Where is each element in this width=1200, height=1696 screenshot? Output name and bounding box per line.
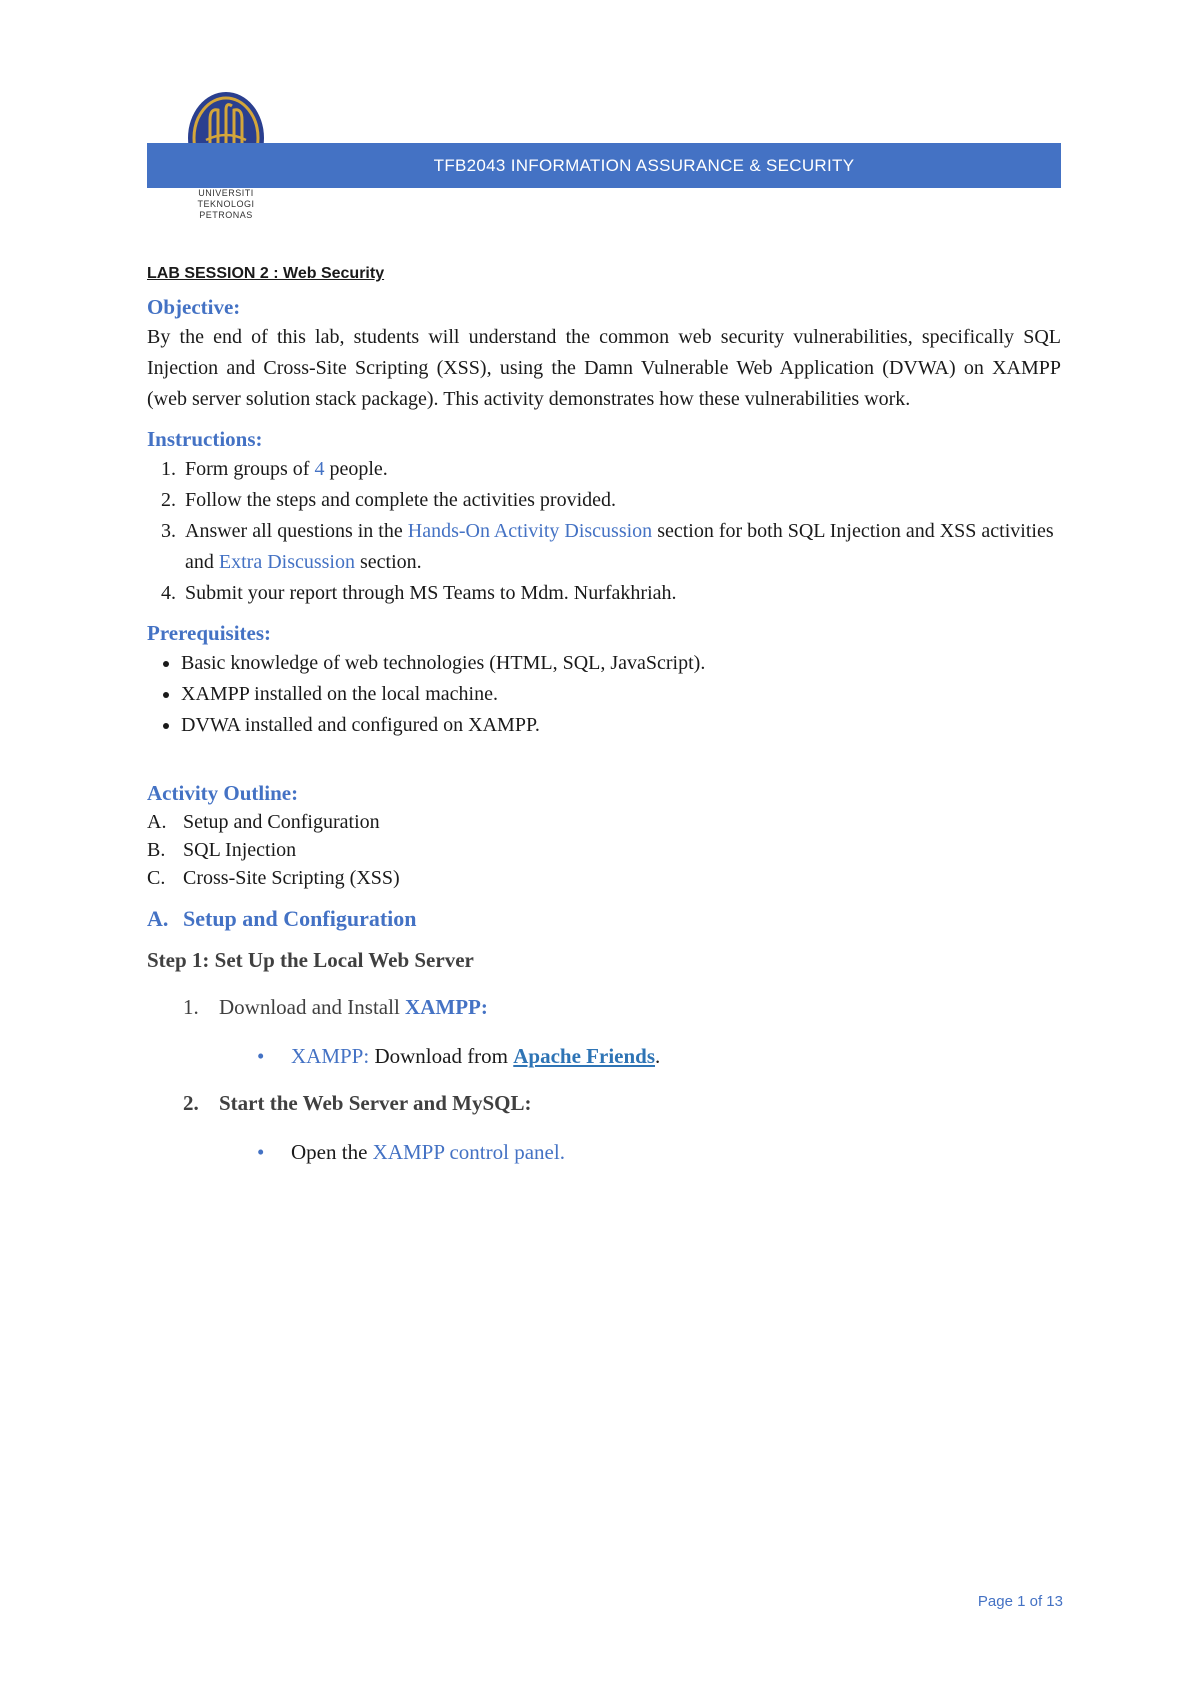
- instruction-item: 1. Form groups of 4 people.: [181, 454, 1061, 485]
- course-header-bar: [147, 143, 1061, 188]
- objective-text: By the end of this lab, students will understand the common web security vulnerabilities, specifically SQL Injection and Cross-Site Scripting (XSS), using the Damn Vulnerable Web Application (DVWA) on XAMPP (web server solution stack package). This activity demonstrates how these vulnerabilities work.: [147, 326, 1061, 410]
- xampp-control-panel-bullet: • Open the XAMPP control panel.: [291, 1140, 1061, 1165]
- step-1-title: Step 1: Set Up the Local Web Server: [147, 948, 474, 972]
- instructions-heading: Instructions:: [147, 427, 263, 451]
- prerequisite-item: • XAMPP installed on the local machine.: [181, 679, 1061, 710]
- extra-discussion-ref: Extra Discussion: [218, 551, 355, 573]
- sub-step-2: 2. Start the Web Server and MySQL:: [183, 1091, 532, 1115]
- instruction-item: 3. Answer all questions in the Hands-On Activity Discussion section for both SQL Injection and XSS activities and Extra Discussion section.: [181, 516, 1061, 578]
- activity-outline-heading: Activity Outline:: [147, 781, 299, 805]
- outline-item: C. Cross-Site Scripting (XSS): [147, 867, 400, 889]
- lab-title: LAB SESSION 2 : Web Security: [147, 265, 385, 282]
- prerequisite-item: • Basic knowledge of web technologies (HTML, SQL, JavaScript).: [181, 648, 1061, 679]
- outline-item: A. Setup and Configuration: [147, 811, 380, 833]
- course-title: TFB2043 INFORMATION ASSURANCE & SECURITY: [433, 155, 855, 175]
- section-a-heading: A. Setup and Configuration: [147, 906, 417, 931]
- document-body: [147, 265, 1061, 1165]
- instructions-list: [147, 454, 1061, 609]
- apache-friends-link[interactable]: Apache Friends: [513, 1044, 656, 1068]
- instruction-item: 2. Follow the steps and complete the activities provided.: [181, 485, 1061, 516]
- hands-on-discussion-ref: Hands-On Activity Discussion: [407, 520, 653, 542]
- page-number: Page 1 of 13: [977, 1593, 1063, 1610]
- prerequisites-list: [147, 648, 1061, 741]
- sub-step-1: 1. Download and Install XAMPP:: [183, 995, 488, 1019]
- outline-item: B. SQL Injection: [147, 839, 297, 861]
- prerequisite-item: • DVWA installed and configured on XAMPP.: [181, 710, 1061, 741]
- xampp-download-bullet: • XAMPP: Download from Apache Friends.: [291, 1044, 1061, 1069]
- objective-heading: Objective:: [147, 295, 241, 319]
- logo-text: UNIVERSITI TEKNOLOGI PETRONAS: [197, 188, 255, 220]
- prerequisites-heading: Prerequisites:: [147, 621, 272, 645]
- instruction-item: 4. Submit your report through MS Teams to Mdm. Nurfakhriah.: [181, 578, 1061, 609]
